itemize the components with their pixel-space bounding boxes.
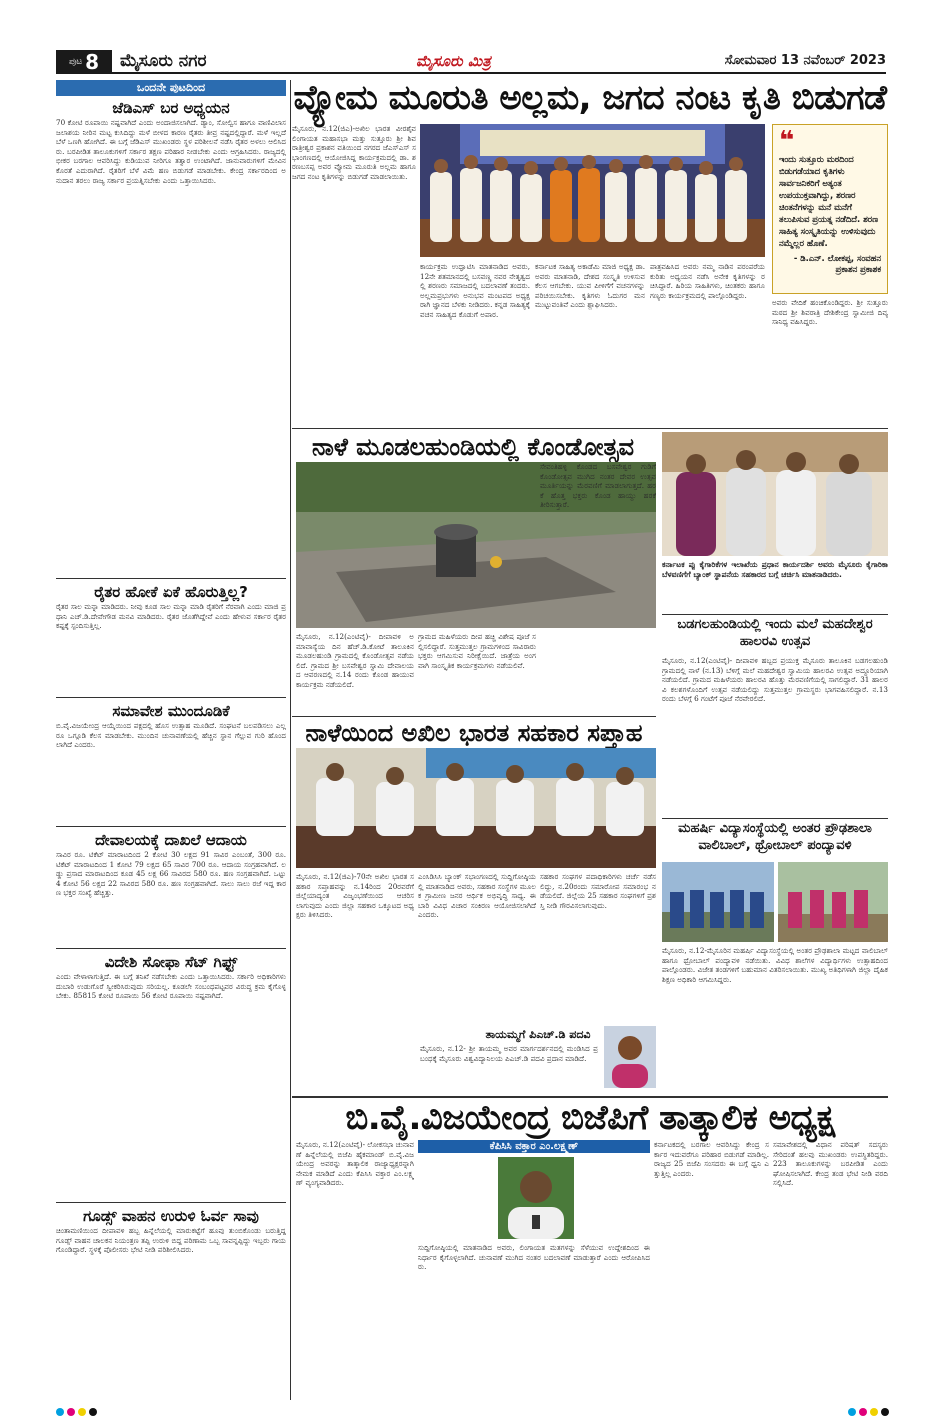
quote-box [772, 124, 888, 294]
kondottsava-headline: ನಾಳೆ ಮೂಡಲಹುಂಡಿಯಲ್ಲಿ ಕೊಂಡೋತ್ಸವ [312, 433, 634, 461]
page-number: 8 [85, 50, 100, 74]
sports-photo-2 [778, 862, 888, 942]
bank-photo [662, 432, 888, 556]
quote-text: ಇಂದು ಸುತ್ತೂರು ಮಠದಿಂದ ಬಿಡುಗಡೆಯಾದ ಕೃತಿಗಳು ಸಾರ್ವಜನಿಕರಿಗೆ ಅತ್ಯಂತ ಉಪಯುಕ್ತವಾಗಿದ್ದು, ಶರಣರ ಚಿಂತನೆಗಳನ್ನು ಮನೆ ಮನೆಗೆ ತಲುಪಿಸುವ ಪ್ರಯತ್ನ ನಡೆದಿದೆ. ಶರಣ ಸಾಹಿತ್ಯ ಸಂಸ್ಕೃತಿಯನ್ನು ಉಳಿಸುವುದು ನಮ್ಮೆಲ್ಲರ ಹೊಣೆ. [779, 154, 879, 248]
registration-marks-right [848, 1408, 889, 1416]
lakshman-portrait [498, 1157, 574, 1239]
lead-body-col-3: ಕರ್ನಾಟಕ ಸಾಹಿತ್ಯ ಅಕಾಡೆಮಿ ಮಾಜಿ ಅಧ್ಯಕ್ಷ ಡಾ. ಅವರು ಮಾತನಾಡಿ, ದೇಶದ ಸಂಸ್ಕೃತಿ ಉಳಿಸುವ ಕೆಲಸ ಆಗಬೇಕು. ಯುವ ಪೀಳಿಗೆಗೆ ವಚನಗಳನ್ನು ಪರಿಚಯಿಸಬೇಕು. ಕೃತಿಗಳು ಓದುಗರ ಮನ ಮುಟ್ಟುವಂತಿವೆ ಎಂದು ಶ್ಲಾಘಿಸಿದರು. [535, 262, 645, 310]
lead-photo [420, 124, 765, 257]
sports-photo-1 [662, 862, 774, 942]
section-rule [662, 614, 888, 615]
story-body: ಚಿಂತಾಮಣಿಯಿಂದ ದೀಪಾವಳಿ ಹಬ್ಬ ಹಿನ್ನೆಲೆಯಲ್ಲಿ ಮಾರುಕಟ್ಟೆಗೆ ಹೂವು ತುಂಬಿಕೊಂಡು ಬರುತ್ತಿದ್ದ ಗೂಡ್ಸ್ ವಾಹನ ಚಾಲಕನ ನಿಯಂತ್ರಣ ತಪ್ಪಿ ಉರುಳಿ ಬಿದ್ದ ಪರಿಣಾಮ ಒಬ್ಬ ಸಾವನ್ನಪ್ಪಿದ್ದು ಇಬ್ಬರು ಗಾಯಗೊಂಡಿದ್ದಾರೆ. ಸ್ಥಳಕ್ಕೆ ಪೊಲೀಸರು ಭೇಟಿ ನೀಡಿ ಪರಿಶೀಲಿಸಿದರು. [56, 1226, 286, 1255]
halaravi-body: ಮೈಸೂರು, ನ.12(ಎಂಟಿವೈ)- ದೀಪಾವಳಿ ಹಬ್ಬದ ಪ್ರಯುಕ್ತ ಮೈಸೂರು ತಾಲೂಕಿನ ಬಡಗಲಹುಂಡಿ ಗ್ರಾಮದಲ್ಲಿ ನಾಳೆ (ನ.13) ಬೆಳಿಗ್ಗೆ ಮಲೆ ಮಹದೇಶ್ವರ ಸ್ವಾಮಿಯ ಹಾಲರವಿ ಉತ್ಸವ ಅದ್ಧೂರಿಯಾಗಿ ನಡೆಯಲಿದೆ. ಗ್ರಾಮದ ಮಹಿಳೆಯರು ಹಾಲರವಿ ಹೊತ್ತು ಮೆರವಣಿಗೆಯಲ್ಲಿ ಸಾಗಲಿದ್ದಾರೆ. 31 ಹಾಲರವಿ ಕಲಶಗಳೊಂದಿಗೆ ಉತ್ಸವ ನಡೆಯಲಿದ್ದು ಸುತ್ತಮುತ್ತಲ ಗ್ರಾಮಸ್ಥರು ಭಾಗವಹಿಸಲಿದ್ದಾರೆ. ನ.13ರಂದು ಬೆಳಗ್ಗೆ 6 ಗಂಟೆಗೆ ಪೂಜೆ ನೆರವೇರಲಿದೆ. [662, 656, 888, 704]
sahakara-body-3: ಸಹಕಾರ ಸಂಘಗಳ ಪದಾಧಿಕಾರಿಗಳು ಚರ್ಚೆ ನಡೆಸಲಿದ್ದು, ನ.20ರಂದು ಸಮಾರೋಪ ಸಮಾರಂಭ ನಡೆಯಲಿದೆ. ಜಿಲ್ಲೆಯ 25 ಸಹಕಾರ ಸಂಘಗಳಿಗೆ ಪ್ರಶಸ್ತಿ ನೀಡಿ ಗೌರವಿಸಲಾಗುವುದು. [540, 872, 656, 910]
sahakara-body-1: ಮೈಸೂರು, ನ.12(ಜಿಎ)-70ನೇ ಅಖಿಲ ಭಾರತ ಸಹಕಾರ ಸಪ್ತಾಹವನ್ನು ನ.14ರಿಂದ 20ರವರೆಗೆ ಜಿಲ್ಲೆಯಾದ್ಯಂತ ವಿಜೃಂಭಣೆಯಿಂದ ಆಚರಿಸಲಾಗುವುದು ಎಂದು ಜಿಲ್ಲಾ ಸಹಕಾರ ಒಕ್ಕೂಟದ ಅಧ್ಯಕ್ಷರು ತಿಳಿಸಿದರು. [296, 872, 414, 920]
bottom-body-5: ಸಮಾವೇಶದಲ್ಲಿ ವಿಧಾನ ಪರಿಷತ್ ಸದಸ್ಯರು ಸೇರಿದಂತೆ ಹಲವು ಮುಖಂಡರು ಉಪಸ್ಥಿತರಿದ್ದರು. 223 ತಾಲೂಕುಗಳನ್ನು ಬರಪೀಡಿತ ಎಂದು ಘೋಷಿಸಲಾಗಿದೆ. ಕೇಂದ್ರ ತಂಡ ಭೇಟಿ ನೀಡಿ ವರದಿ ಸಲ್ಲಿಸಿದೆ. [773, 1140, 888, 1188]
cyan-dot [848, 1408, 856, 1416]
lead-body-col-2: ಕಾರ್ಯಕ್ರಮ ಉದ್ಘಾಟಿಸಿ ಮಾತನಾಡಿದ ಅವರು, 12ನೇ ಶತಮಾನದಲ್ಲಿ ಬಸವಣ್ಣ ನವರ ನೇತೃತ್ವದಲ್ಲಿ ಶರಣರು ಸಮಾಜದಲ್ಲಿ ಬದಲಾವಣೆ ತಂದರು. ಅಲ್ಲಮಪ್ರಭುಗಳು ಅನುಭವ ಮಂಟಪದ ಅಧ್ಯಕ್ಷರಾಗಿ ಜ್ಞಾನದ ಬೆಳಕು ನೀಡಿದರು. ಕನ್ನಡ ಸಾಹಿತ್ಯಕ್ಕೆ ವಚನ ಸಾಹಿತ್ಯದ ಕೊಡುಗೆ ಅಪಾರ. [420, 262, 530, 319]
lead-headline: ವ್ಯೋಮ ಮೂರುತಿ ಅಲ್ಲಮ, ಜಗದ ನಂಟ ಕೃತಿ ಬಿಡುಗಡೆ [293, 78, 887, 118]
date-line: ಸೋಮವಾರ 13 ನವೆಂಬರ್ 2023 [724, 53, 886, 68]
sahakara-body-2: ಎಂಸಿಡಿಸಿಸಿ ಬ್ಯಾಂಕ್ ಸಭಾಂಗಣದಲ್ಲಿ ಸುದ್ದಿಗೋಷ್ಠಿಯಲ್ಲಿ ಮಾತನಾಡಿದ ಅವರು, ಸಹಕಾರ ಸಂಸ್ಥೆಗಳ ಮೂಲಕ ಗ್ರಾಮೀಣ ಜನರ ಆರ್ಥಿಕ ಅಭಿವೃದ್ಧಿ ಸಾಧ್ಯ. ಈ ಬಾರಿ ವಿವಿಧ ವಿಚಾರ ಸಂಕಿರಣ ಆಯೋಜಿಸಲಾಗಿದೆ ಎಂದರು. [418, 872, 536, 920]
story-body: ಸಾವಿರ ರೂ. ಟಿಕೆಟ್ ಮಾರಾಟದಿಂದ 2 ಕೋಟಿ 30 ಲಕ್ಷದ 91 ಸಾವಿರ ಎಂಬಂತೆ, 300 ರೂ. ಟಿಕೆಟ್ ಮಾರಾಟದಿಂದ 1 ಕೋಟಿ 79 ಲಕ್ಷದ 65 ಸಾವಿರ 700 ರೂ. ಆದಾಯ ಸಂಗ್ರಹವಾಗಿದೆ. ಲಡ್ಡು ಪ್ರಸಾದ ಮಾರಾಟದಿಂದ ಕೂಡ 45 ಲಕ್ಷ 66 ಸಾವಿರದ 580 ರೂ. ಹಣ ಸಂಗ್ರಹವಾಗಿದೆ. ಒಟ್ಟು 4 ಕೋಟಿ 56 ಲಕ್ಷದ 22 ಸಾವಿರದ 580 ರೂ. ಹಣ ಸಂಗ್ರಹವಾಗಿದೆ. ಸಾಲು ಸಾಲು ರಜೆ ಇದ್ದ ಕಾರಣ ಭಕ್ತರ ಸಂಖ್ಯೆ ಹೆಚ್ಚಿತ್ತು. [56, 850, 286, 898]
sports-body: ಮೈಸೂರು, ನ.12-ಮೈಸೂರಿನ ಮಹರ್ಷಿ ವಿದ್ಯಾಸಂಸ್ಥೆಯಲ್ಲಿ ಅಂತರ ಪ್ರೌಢಶಾಲಾ ಮಟ್ಟದ ವಾಲಿಬಾಲ್ ಹಾಗೂ ಥ್ರೋಬಾಲ್ ಪಂದ್ಯಾವಳಿ ನಡೆಯಿತು. ವಿವಿಧ ಶಾಲೆಗಳ ವಿದ್ಯಾರ್ಥಿಗಳು ಉತ್ಸಾಹದಿಂದ ಪಾಲ್ಗೊಂಡರು. ವಿಜೇತ ತಂಡಗಳಿಗೆ ಬಹುಮಾನ ವಿತರಿಸಲಾಯಿತು. ಮುಖ್ಯ ಅತಿಥಿಗಳಾಗಿ ಜಿಲ್ಲಾ ದೈಹಿಕ ಶಿಕ್ಷಣ ಅಧಿಕಾರಿ ಆಗಮಿಸಿದ್ದರು. [662, 946, 888, 984]
magenta-dot [67, 1408, 75, 1416]
story-body: ಎಂದು ವೇಳಾಳಾಗುತ್ತಿದೆ. ಈ ಬಗ್ಗೆ ತನಿಖೆ ನಡೆಸಬೇಕು ಎಂದು ಒತ್ತಾಯಿಸಿದರು. ಸರ್ಕಾರಿ ಅಧಿಕಾರಿಗಳು ದುಬಾರಿ ಉಡುಗೊರೆ ಸ್ವೀಕರಿಸಿರುವುದು ಸರಿಯಲ್ಲ. ಕೂಡಲೇ ಸಂಬಂಧಪಟ್ಟವರ ವಿರುದ್ಧ ಕ್ರಮ ಕೈಗೊಳ್ಳಬೇಕು. 85815 ಕೋಟಿ ರೂಪಾಯಿ 56 ಕೋಟಿ ರೂಪಾಯಿ ನಷ್ಟವಾಗಿದೆ. [56, 972, 286, 1001]
press-meet-illustration [296, 748, 656, 868]
event-photo-illustration [420, 124, 765, 257]
yellow-dot [78, 1408, 86, 1416]
quote-author: - ಡಿ.ಎನ್. ಲೋಕಪ್ಪ, ಸಂವಹನ ಪ್ರಕಾಶನ ಪ್ರಕಾಶಕ [793, 253, 881, 274]
column-rule [290, 80, 291, 1400]
cyan-dot [56, 1408, 64, 1416]
phd-body: ಮೈಸೂರು, ನ.12- ಶ್ರೀ ತಾಯಮ್ಮ ಅವರ ಮಾರ್ಗದರ್ಶನದಲ್ಲಿ ಮಂಡಿಸಿದ ಪ್ರಬಂಧಕ್ಕೆ ಮೈಸೂರು ವಿಶ್ವವಿದ್ಯಾನಿಲಯ ಪಿಎಚ್.ಡಿ ಪದವಿ ಪ್ರದಾನ ಮಾಡಿದೆ. [420, 1044, 598, 1063]
kondottsava-body-2: ಗ್ರಾಮದ ಮಹಿಳೆಯರು ದೀಪ ಹಚ್ಚಿ ವಿಶೇಷ ಪೂಜೆ ಸಲ್ಲಿಸಲಿದ್ದಾರೆ. ಸುತ್ತಮುತ್ತಲ ಗ್ರಾಮಗಳಿಂದ ಸಾವಿರಾರು ಭಕ್ತರು ಆಗಮಿಸುವ ನಿರೀಕ್ಷೆಯಿದೆ. ಜಾತ್ರೆಯ ಅಂಗವಾಗಿ ಸಾಂಸ್ಕೃತಿಕ ಕಾರ್ಯಕ್ರಮಗಳು ನಡೆಯಲಿವೆ. [418, 632, 536, 670]
section-rule [292, 428, 888, 429]
lead-body-col-5: ಅವರು ವೇದಿಕೆ ಹಂಚಿಕೊಂಡಿದ್ದರು. ಶ್ರೀ ಸುತ್ತೂರು ಮಠದ ಶ್ರೀ ಶಿವರಾತ್ರಿ ದೇಶಿಕೇಂದ್ರ ಸ್ವಾಮೀಜಿ ದಿವ್ಯ ಸಾನಿಧ್ಯ ವಹಿಸಿದ್ದರು. [772, 298, 888, 327]
lead-body-col-4: ಪಾತ್ರವಹಿಸಿದ ಅವರು ನಮ್ಮ ನಾಡಿನ ಪರಂಪರೆಯ ಕುರಿತು ಅಧ್ಯಯನ ನಡೆಸಿ ಅನೇಕ ಕೃತಿಗಳನ್ನು ರಚಿಸಿದ್ದಾರೆ. ಹಿರಿಯ ಸಾಹಿತಿಗಳು, ಚಿಂತಕರು ಹಾಗೂ ಗಣ್ಯರು ಕಾರ್ಯಕ್ರಮದಲ್ಲಿ ಪಾಲ್ಗೊಂಡಿದ್ದರು. [650, 262, 765, 300]
story-body: ಬಿ.ವೈ.ವಿಜಯೇಂದ್ರ ಆಯ್ಕೆಯಿಂದ ಪಕ್ಷದಲ್ಲಿ ಹೊಸ ಉತ್ಸಾಹ ಮೂಡಿದೆ. ಸಂಘಟನೆ ಬಲಪಡಿಸಲು ಎಲ್ಲರೂ ಒಗ್ಗೂಡಿ ಕೆಲಸ ಮಾಡಬೇಕು. ಮುಂದಿನ ಚುನಾವಣೆಯಲ್ಲಿ ಹೆಚ್ಚಿನ ಸ್ಥಾನ ಗೆಲ್ಲುವ ಗುರಿ ಹೊಂದಲಾಗಿದೆ ಎಂದರು. [56, 721, 286, 750]
group-photo-illustration [662, 432, 888, 556]
lead-body-col-1: ಮೈಸೂರು, ನ.12(ಜಿಎ)-ಅಖಿಲ ಭಾರತ ವೀರಶೈವ ಲಿಂಗಾಯತ ಮಹಾಸಭಾ ಮತ್ತು ಸುತ್ತೂರು ಶ್ರೀ ಶಿವರಾತ್ರೀಶ್ವರ ಪ್ರಕಾಶನ ವತಿಯಿಂದ ನಗರದ ಜೆಎಸ್‌ಎಸ್ ಸಭಾಂಗಣದಲ್ಲಿ ಆಯೋಜಿಸಿದ್ದ ಕಾರ್ಯಕ್ರಮದಲ್ಲಿ ಡಾ. ಶರಣಬಸಪ್ಪ ಅವರ ವ್ಯೋಮ ಮೂರುತಿ ಅಲ್ಲಮ ಹಾಗೂ ಜಗದ ನಂಟ ಕೃತಿಗಳನ್ನು ಬಿಡುಗಡೆ ಮಾಡಲಾಯಿತು. [292, 124, 416, 181]
section-rule [662, 818, 888, 819]
registration-marks-left [56, 1408, 97, 1416]
section-name: ಮೈಸೂರು ನಗರ [120, 51, 207, 71]
halaravi-headline: ಬಡಗಲಹುಂಡಿಯಲ್ಲಿ ಇಂದು ಮಲೆ ಮಹದೇಶ್ವರ ಹಾಲರವಿ ಉತ್ಸವ [677, 617, 873, 649]
sahakara-photo [296, 748, 656, 868]
bank-caption: ಕರ್ನಾಟಕ ಪ್ಪು ಕೈಗಾರಿಕೆಗಳ ಇಲಾಖೆಯ ಪ್ರಧಾನ ಕಾರ್ಯದರ್ಶಿ ಅವರು ಮೈಸೂರು ಕೈಗಾರಿಕಾ ಬೆಳವಣಿಗೆಗೆ ಬ್ಯಾಂಕ್ ಸ್ಥಾಪನೆಯ ಸಹಕಾರದ ಬಗ್ಗೆ ಚರ್ಚಿಸಿ ಮಾತನಾಡಿದರು. [662, 560, 888, 580]
bottom-body-4: ಕರ್ನಾಟಕದಲ್ಲಿ ಬರಗಾಲ ಆವರಿಸಿದ್ದು ಕೇಂದ್ರ ಸರ್ಕಾರ ಇದುವರೆಗೂ ಪರಿಹಾರ ಬಿಡುಗಡೆ ಮಾಡಿಲ್ಲ. ರಾಜ್ಯದ 25 ಬಿಜೆಪಿ ಸಂಸದರು ಈ ಬಗ್ಗೆ ಧ್ವನಿ ಎತ್ತುತ್ತಿಲ್ಲ ಎಂದರು. [654, 1140, 769, 1178]
bottom-body-1: ಮೈಸೂರು, ನ.12(ಎಂಟಿವೈ)- ಲೋಕಸಭಾ ಚುನಾವಣೆ ಹಿನ್ನೆಲೆಯಲ್ಲಿ ಬಿಜೆಪಿ ಹೈಕಮಾಂಡ್ ಬಿ.ವೈ.ವಿಜಯೇಂದ್ರ ಅವರನ್ನು ತಾತ್ಕಾಲಿಕ ರಾಜ್ಯಾಧ್ಯಕ್ಷರನ್ನಾಗಿ ನೇಮಕ ಮಾಡಿದೆ ಎಂದು ಕೆಪಿಸಿಸಿ ವಕ್ತಾರ ಎಂ.ಲಕ್ಷ್ಮಣ್ ವ್ಯಂಗ್ಯವಾಡಿದರು. [296, 1140, 414, 1188]
story-body: 70 ಕೋಟಿ ರೂಪಾಯಿ ನಷ್ಟವಾಗಿದೆ ಎಂದು ಅಂದಾಜಿಸಲಾಗಿದೆ. ಡ್ಯಾಂ, ಸೋಲ್ವಿಸ ಹಾಗೂ ವಾಣಿವಿಲಾಸ ಜಲಾಶಯ ನೀರಿನ ಮಟ್ಟ ಕುಸಿದಿದ್ದು ಮಳೆ ಬೀಳದ ಕಾರಣ ರೈತರು ತೀವ್ರ ನಷ್ಟದಲ್ಲಿದ್ದಾರೆ. ಮಳೆ ಇಲ್ಲದೆ ಬೆಳೆ ಒಣಗಿ ಹೋಗಿದೆ. ಈ ಬಗ್ಗೆ ಜೆಡಿಎಸ್ ಮುಖಂಡರು ಸ್ಥಳ ಪರಿಶೀಲನೆ ನಡೆಸಿ ರೈತರ ಅಳಲು ಆಲಿಸಿದರು. ಬರಪೀಡಿತ ತಾಲೂಕುಗಳಿಗೆ ಸರ್ಕಾರ ತಕ್ಷಣ ಪರಿಹಾರ ನೀಡಬೇಕು ಎಂದು ಆಗ್ರಹಿಸಿದರು. ರಾಜ್ಯದಲ್ಲಿ ಭೀಕರ ಬರಗಾಲ ಆವರಿಸಿದ್ದು ಕುಡಿಯುವ ನೀರಿಗೂ ತತ್ವಾರ ಉಂಟಾಗಿದೆ. ಜಾನುವಾರುಗಳಿಗೆ ಮೇವಿನ ಕೊರತೆ ಎದುರಾಗಿದೆ. ರೈತರಿಗೆ ಬೆಳೆ ವಿಮೆ ಹಣ ಬಿಡುಗಡೆ ಮಾಡಬೇಕು. ಕೇಂದ್ರ ಸರ್ಕಾರದಿಂದ ಅನುದಾನ ತರಲು ರಾಜ್ಯ ಸರ್ಕಾರ ಪ್ರಯತ್ನಿಸಬೇಕು ಎಂದು ಒತ್ತಾಯಿಸಿದರು. [56, 118, 286, 185]
bottom-headline: ಬಿ.ವೈ.ವಿಜಯೇಂದ್ರ ಬಿಜೆಪಿಗೆ ತಾತ್ಕಾಲಿಕ ಅಧ್ಯಕ್ಷ [345, 1098, 835, 1138]
kondottsava-body-1: ಮೈಸೂರು, ನ.12(ಎಂಟಿವೈ)- ದೀಪಾವಳಿ ಅಮಾವಾಸ್ಯೆಯ ದಿನ ಹೆಚ್.ಡಿ.ಕೋಟೆ ತಾಲೂಕಿನ ಮೂಡಲಹುಂಡಿ ಗ್ರಾಮದಲ್ಲಿ ಕೊಂಡೋತ್ಸವ ನಡೆಯಲಿದೆ. ಗ್ರಾಮದ ಶ್ರೀ ಬಸವೇಶ್ವರ ಸ್ವಾಮಿ ದೇವಾಲಯದ ಆವರಣದಲ್ಲಿ ನ.14 ರಂದು ಕೊಂಡ ಹಾಯುವ ಕಾರ್ಯಕ್ರಮ ನಡೆಯಲಿದೆ. [296, 632, 414, 689]
black-dot [881, 1408, 889, 1416]
left-column [56, 80, 286, 1400]
team-photo-illustration [662, 862, 774, 942]
continued-kicker: ಒಂದನೇ ಪುಟದಿಂದ [56, 80, 286, 96]
page-label: ಪುಟ [68, 57, 83, 67]
yellow-dot [870, 1408, 878, 1416]
story-headline: ಸಮಾವೇಶ ಮುಂದೂಡಿಕೆ [56, 697, 286, 721]
bottom-byline: ಕೆಪಿಸಿಸಿ ವಕ್ತಾರ ಎಂ.ಲಕ್ಷ್ಮಣ್ [418, 1140, 650, 1153]
sahakara-headline: ನಾಳೆಯಿಂದ ಅಖಿಲ ಭಾರತ ಸಹಕಾರ ಸಪ್ತಾಹ [305, 719, 643, 747]
black-dot [89, 1408, 97, 1416]
story-headline: ಜೆಡಿಎಸ್ ಬರ ಅಧ್ಯಯನ [112, 99, 230, 117]
team-photo-illustration [778, 862, 888, 942]
masthead [56, 50, 886, 74]
phd-portrait [604, 1026, 656, 1088]
story-headline: ದೇವಾಲಯಕ್ಕೆ ದಾಖಲೆ ಆದಾಯ [56, 826, 286, 850]
magenta-dot [859, 1408, 867, 1416]
section-rule [292, 716, 656, 717]
story-headline: ರೈತರ ಹೋಕೆ ಏಕೆ ಹೊರುತ್ತಿಲ್ಲ? [56, 578, 286, 602]
story-headline: ವಿದೇಶಿ ಸೋಫಾ ಸೆಟ್ ಗಿಫ್ಟ್ [56, 948, 286, 972]
sports-headline: ಮಹರ್ಷಿ ವಿದ್ಯಾಸಂಸ್ಥೆಯಲ್ಲಿ ಅಂತರ ಪ್ರೌಢಶಾಲಾ ವಾಲಿಬಾಲ್, ಥ್ರೋಬಾಲ್ ಪಂದ್ಯಾವಳಿ [678, 821, 872, 853]
paper-name: ಮೈಸೂರು ಮಿತ್ರ [416, 52, 491, 70]
bottom-middle-block [418, 1140, 650, 1400]
quote-mark-icon: ❝ [779, 126, 795, 156]
story-body: ರೈತರ ಸಾಲ ಮನ್ನಾ ಮಾಡಿದರು. ನೀವು ಕೂಡ ಸಾಲ ಮನ್ನಾ ಮಾಡಿ ರೈತರಿಗೆ ನೆರವಾಗಿ ಎಂದು ಮಾಜಿ ಪ್ರಧಾನಿ ಎಚ್.ಡಿ.ದೇವೇಗೌಡ ಮನವಿ ಮಾಡಿದರು. ರೈತರ ಜೊತೆಗಿದ್ದೇವೆ ಎಂದು ಹೇಳುವ ಸರ್ಕಾರ ರೈತರ ಕಷ್ಟಕ್ಕೆ ಸ್ಪಂದಿಸುತ್ತಿಲ್ಲ. [56, 602, 286, 631]
portrait-illustration [604, 1026, 656, 1088]
page-number-box [56, 50, 112, 74]
kondottsava-body-3: ಸೇವಂತಿಹಳ್ಳಿ ಕೊಂಡದ ಬಸವೇಶ್ವರ ಗುಡಿಗೆ ಕೊಂಡೋತ್ಸವ ಮುಗಿದ ನಂತರ ದೇವರ ಉತ್ಸವ ಮೂರ್ತಿಯನ್ನು ಮೆರವಣಿಗೆ ಮಾಡಲಾಗುತ್ತದೆ. ಹರಕೆ ಹೊತ್ತ ಭಕ್ತರು ಕೊಂಡ ಹಾಯ್ದು ಹರಕೆ ತೀರಿಸುತ್ತಾರೆ. [540, 462, 656, 510]
story-headline: ಗೂಡ್ಸ್ ವಾಹನ ಉರುಳಿ ಓರ್ವ ಸಾವು [56, 1202, 286, 1226]
phd-headline: ತಾಯಮ್ಮಗೆ ಪಿಎಚ್.ಡಿ ಪದವಿ [485, 1028, 591, 1041]
bottom-body-2: ಸುದ್ದಿಗೋಷ್ಠಿಯಲ್ಲಿ ಮಾತನಾಡಿದ ಅವರು, ಲಿಂಗಾಯತ ಮತಗಳನ್ನು ಸೆಳೆಯುವ ಉದ್ದೇಶದಿಂದ ಈ ನಿರ್ಧಾರ ಕೈಗೊಳ್ಳಲಾಗಿದೆ. ಚುನಾವಣೆ ಮುಗಿದ ನಂತರ ಬದಲಾವಣೆ ಮಾಡುತ್ತಾರೆ ಎಂದು ಆರೋಪಿಸಿದರು. [418, 1243, 650, 1272]
portrait-illustration [498, 1157, 574, 1239]
